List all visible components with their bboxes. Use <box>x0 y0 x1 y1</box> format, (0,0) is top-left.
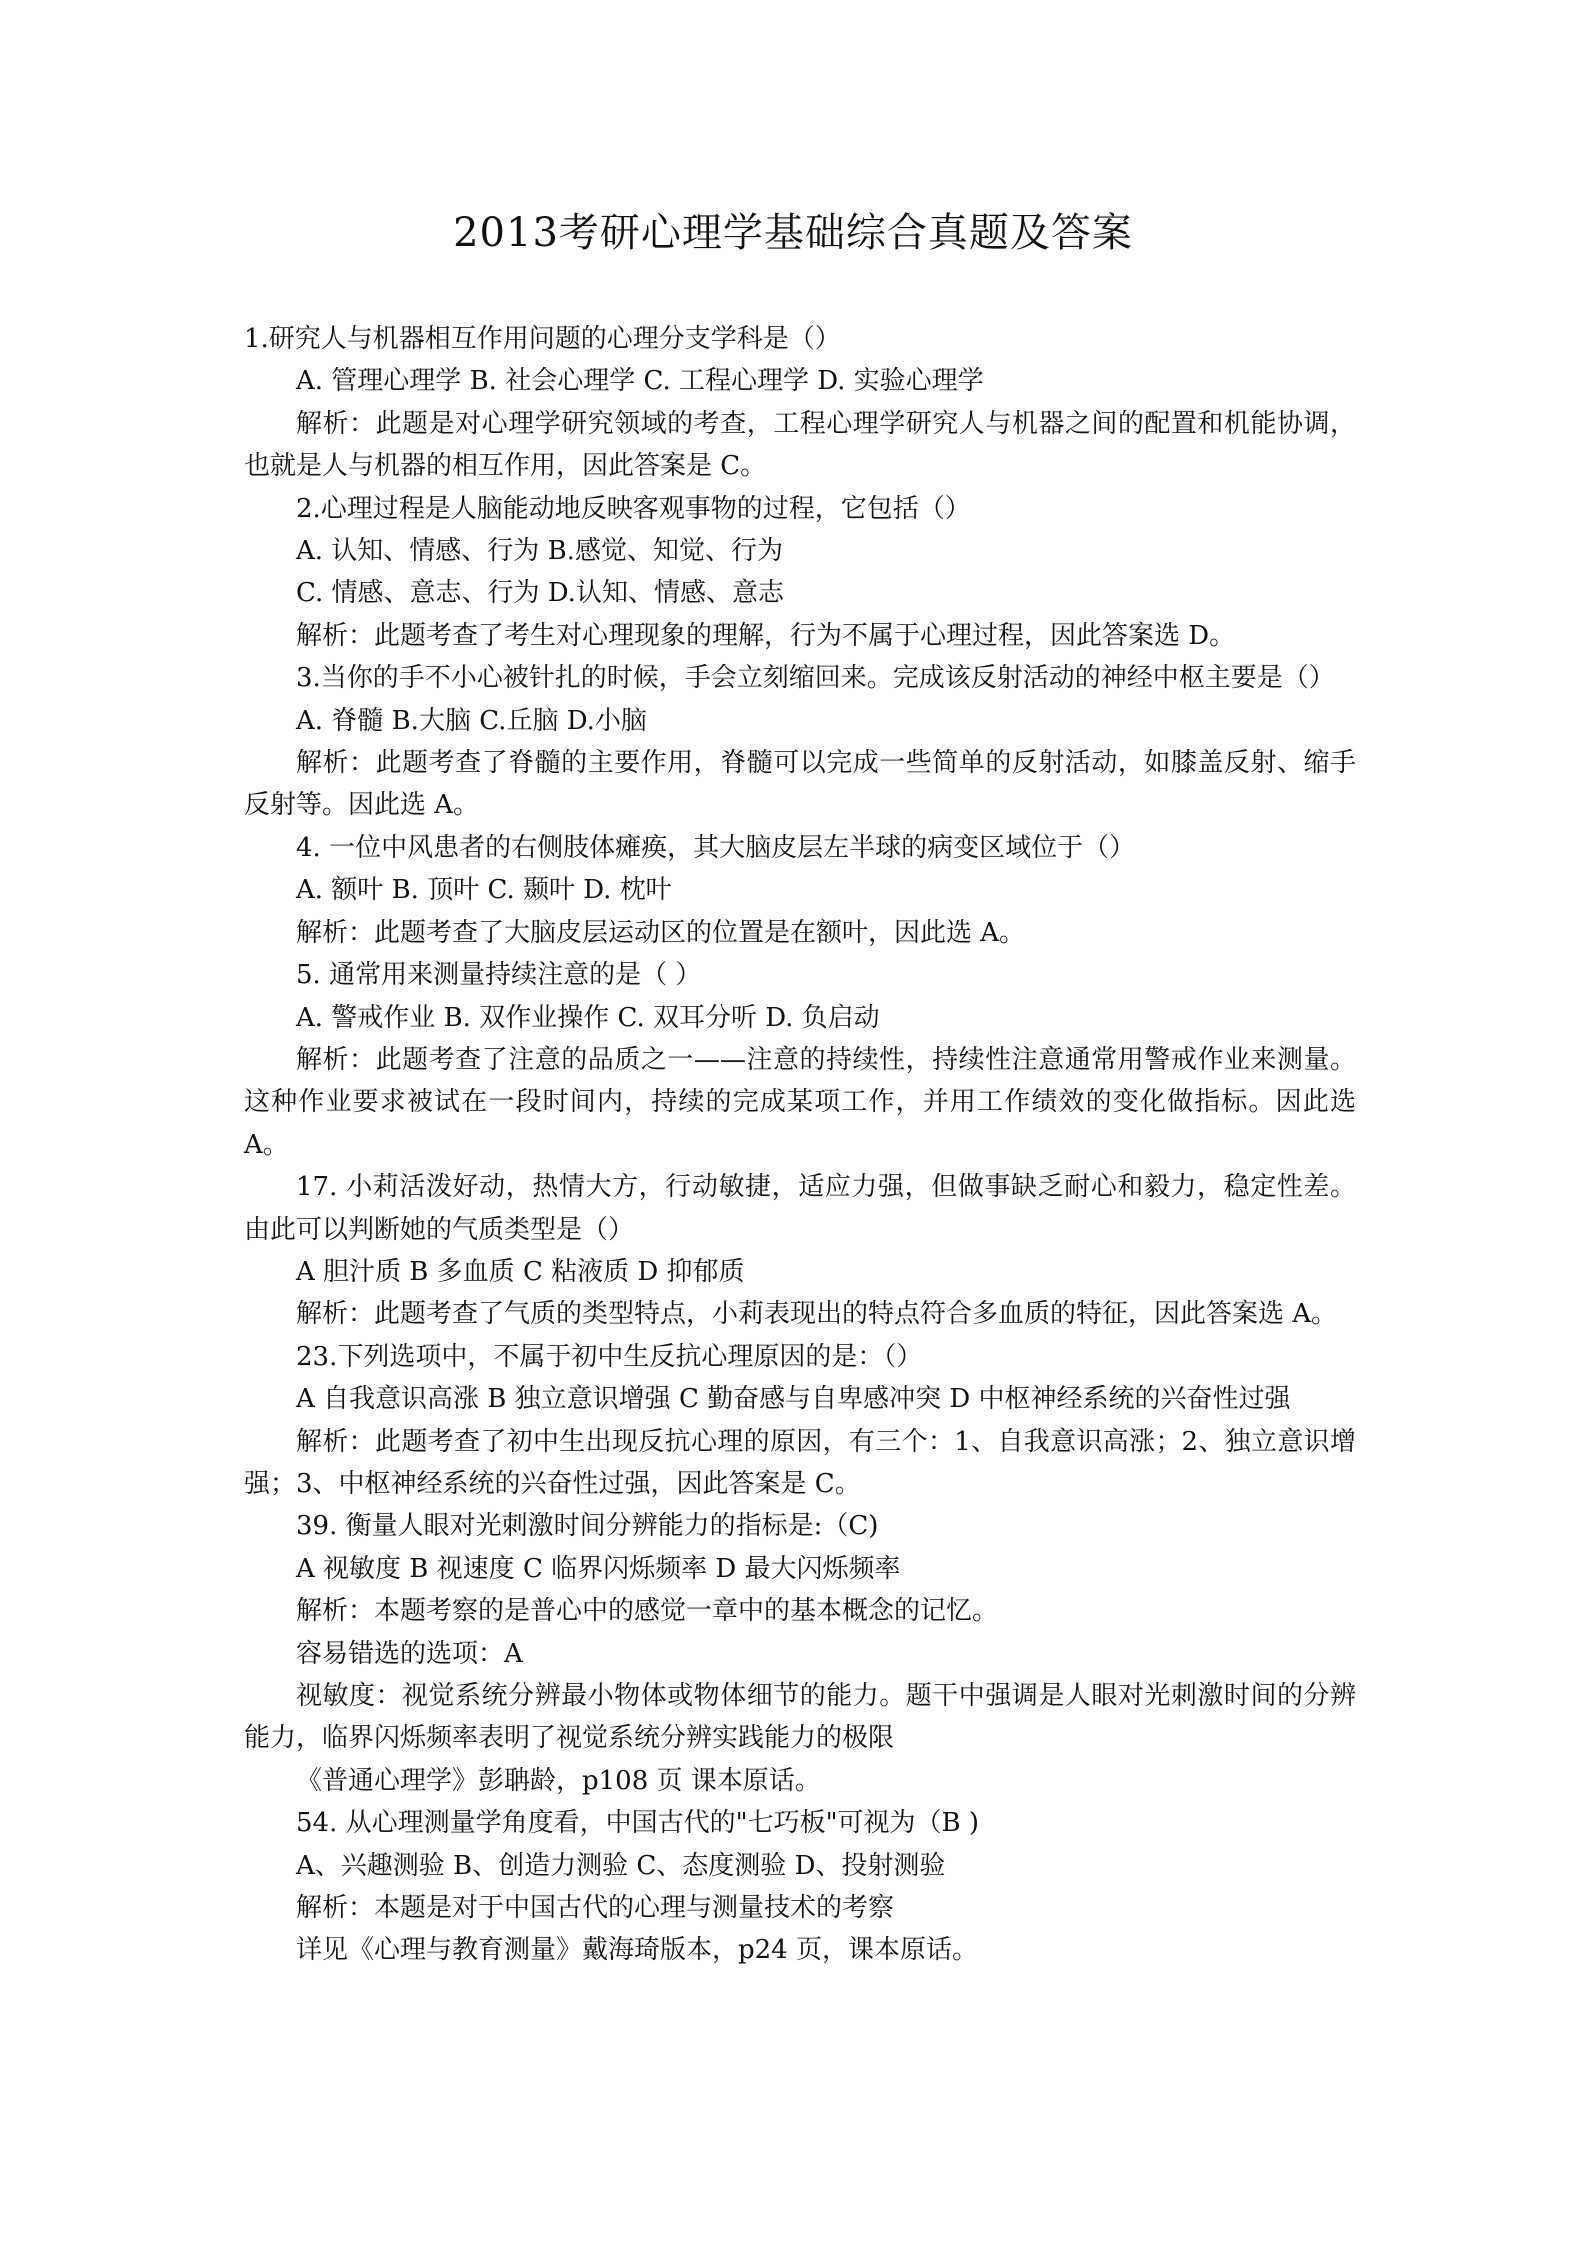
question-5-analysis: 解析：此题考查了注意的品质之一——注意的持续性，持续性注意通常用警戒作业来测量。这种作业要求被试在一段时间内，持续的完成某项工作，并用工作绩效的变化做指标。因此选 A。 <box>244 1044 1356 1160</box>
question-2-analysis: 解析：此题考查了考生对心理现象的理解，行为不属于心理过程，因此答案选 D。 <box>296 620 1236 651</box>
question-23-options: A 自我意识高涨 B 独立意识增强 C 勤奋感与自卑感冲突 D 中枢神经系统的兴奋性过强 <box>296 1384 1291 1415</box>
question-17-analysis: 解析：此题考查了气质的类型特点，小莉表现出的特点符合多血质的特征，因此答案选 A。 <box>296 1299 1338 1330</box>
question-54-reference: 详见《心理与教育测量》戴海琦版本，p24 页，课本原话。 <box>296 1935 978 1966</box>
question-2-options-line-1: A. 认知、情感、行为 B.感觉、知觉、行为 <box>296 536 783 567</box>
question-4: 4. 一位中风患者的右侧肢体瘫痪，其大脑皮层左半球的病变区域位于（） <box>296 832 1136 863</box>
question-1: 1.研究人与机器相互作用问题的心理分支学科是（） <box>244 324 841 354</box>
question-39-explanation: 视敏度：视觉系统分辨最小物体或物体细节的能力。题干中强调是人眼对光刺激时间的分辨能力，临界闪烁频率表明了视觉系统分辨实践能力的极限 <box>244 1681 1356 1754</box>
question-39-reference: 《普通心理学》彭聃龄，p108 页 课本原话。 <box>296 1765 821 1796</box>
question-1-options: A. 管理心理学 B. 社会心理学 C. 工程心理学 D. 实验心理学 <box>296 366 984 397</box>
question-5-options: A. 警戒作业 B. 双作业操作 C. 双耳分听 D. 负启动 <box>296 1002 880 1033</box>
question-5: 5. 通常用来测量持续注意的是（ ） <box>296 960 702 991</box>
question-54: 54. 从心理测量学角度看，中国古代的"七巧板"可视为（B ) <box>296 1808 980 1839</box>
question-2-options-line-2: C. 情感、意志、行为 D.认知、情感、意志 <box>296 578 784 609</box>
question-3: 3.当你的手不小心被针扎的时候，手会立刻缩回来。完成该反射活动的神经中枢主要是（） <box>296 663 1335 694</box>
document-body <box>244 318 1356 1972</box>
question-2: 2.心理过程是人脑能动地反映客观事物的过程，它包括（） <box>296 493 971 524</box>
question-1-analysis: 解析：此题是对心理学研究领域的考查，工程心理学研究人与机器之间的配置和机能协调，也就是人与机器的相互作用，因此答案是 C。 <box>244 408 1356 482</box>
question-17-options: A 胆汁质 B 多血质 C 粘液质 D 抑郁质 <box>296 1256 745 1287</box>
question-4-analysis: 解析：此题考查了大脑皮层运动区的位置是在额叶，因此选 A。 <box>296 917 1026 948</box>
question-23-analysis: 解析：此题考查了初中生出现反抗心理的原因，有三个：1、自我意识高涨；2、独立意识增强；3、中枢神经系统的兴奋性过强，因此答案是 C。 <box>244 1426 1356 1499</box>
document-title: 2013考研心理学基础综合真题及答案 <box>453 210 1133 256</box>
question-3-options: A. 脊髓 B.大脑 C.丘脑 D.小脑 <box>296 705 647 736</box>
question-39-analysis: 解析：本题考察的是普心中的感觉一章中的基本概念的记忆。 <box>296 1596 999 1627</box>
question-4-options: A. 额叶 B. 顶叶 C. 颞叶 D. 枕叶 <box>296 875 672 906</box>
question-3-analysis: 解析：此题考查了脊髓的主要作用，脊髓可以完成一些简单的反射活动，如膝盖反射、缩手反射等。因此选 A。 <box>244 748 1356 821</box>
question-54-analysis: 解析：本题是对于中国古代的心理与测量技术的考察 <box>296 1893 895 1924</box>
question-23: 23.下列选项中，不属于初中生反抗心理原因的是：（） <box>296 1341 923 1372</box>
question-17: 17. 小莉活泼好动，热情大方，行动敏捷，适应力强，但做事缺乏耐心和毅力，稳定性差。由此可以判断她的气质类型是（） <box>244 1172 1356 1245</box>
question-39: 39. 衡量人眼对光刺激时间分辨能力的指标是:（C) <box>296 1511 879 1542</box>
question-39-easy-mistake: 容易错选的选项：A <box>296 1638 523 1669</box>
question-39-options: A 视敏度 B 视速度 C 临界闪烁频率 D 最大闪烁频率 <box>296 1553 901 1584</box>
question-54-options: A、兴趣测验 B、创造力测验 C、态度测验 D、投射测验 <box>296 1850 946 1881</box>
